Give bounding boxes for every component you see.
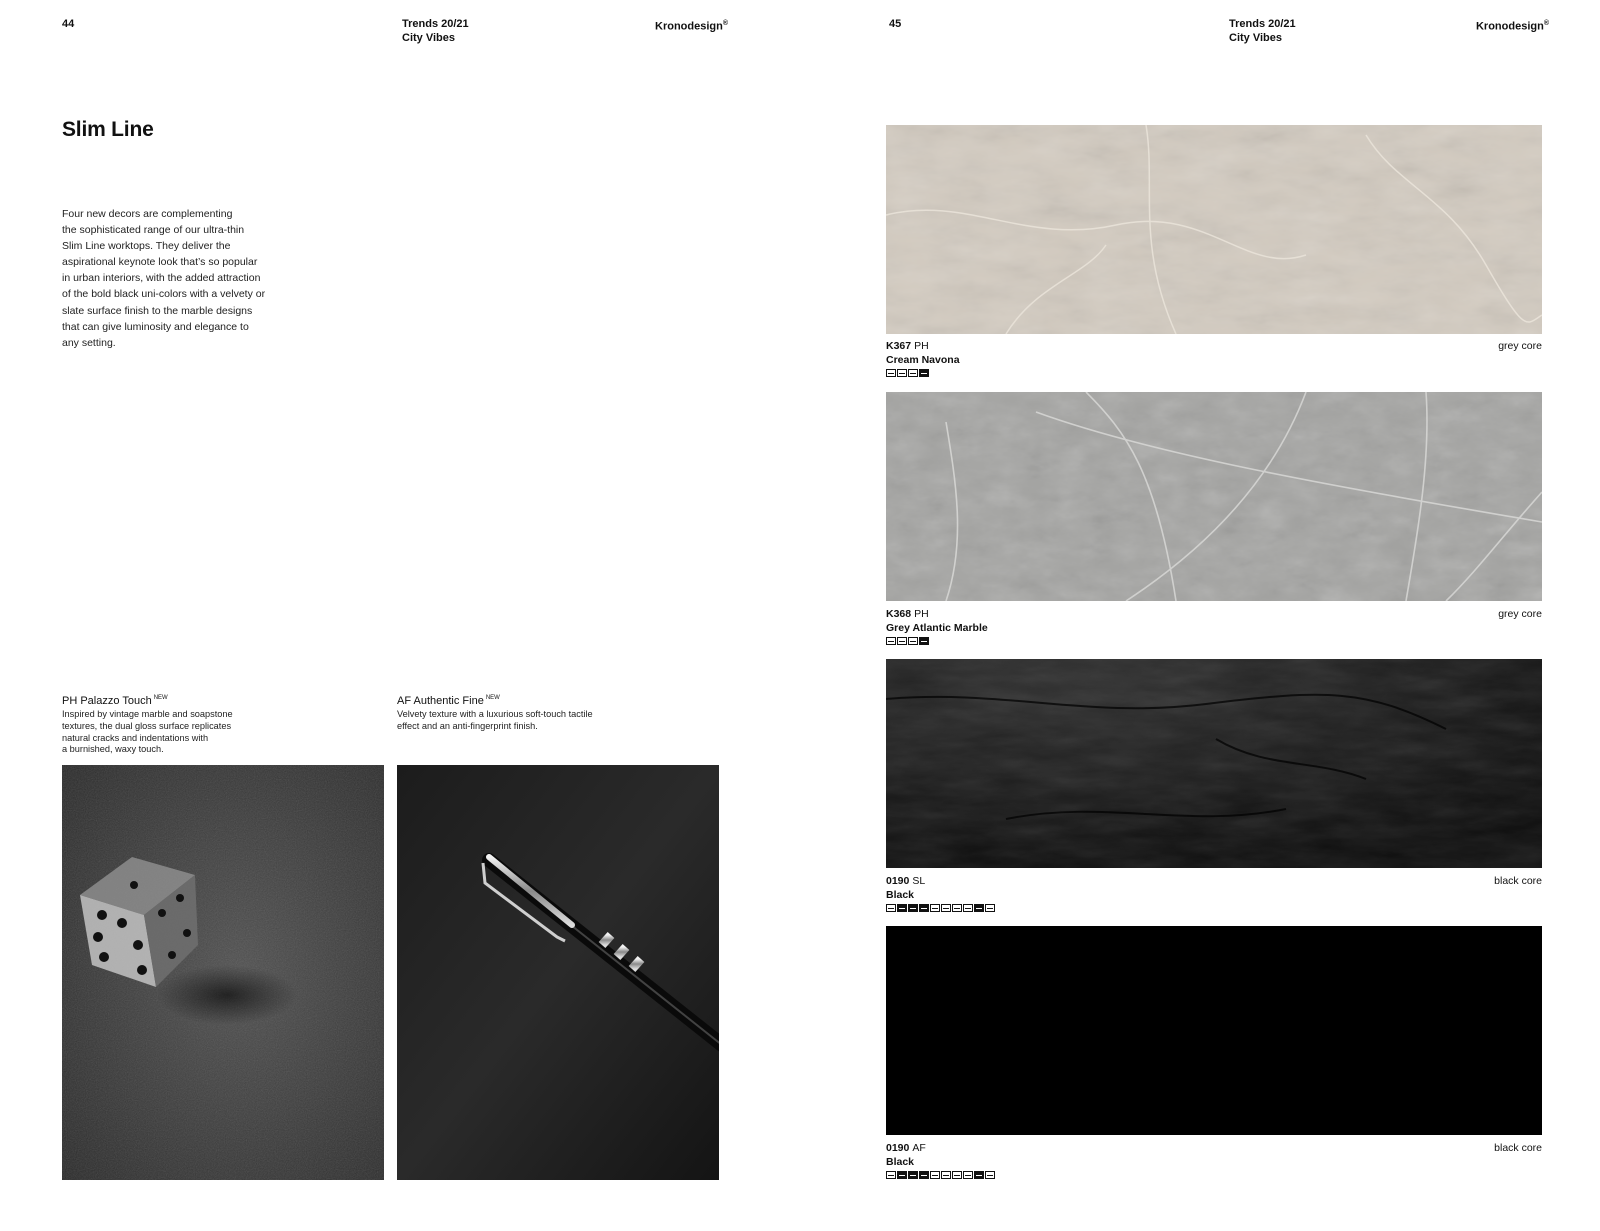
property-icon [952,904,962,912]
swatch-black-sl [886,659,1542,868]
property-icon [886,904,896,912]
decor-name: Black [886,889,915,901]
decor-code: K368 [886,608,912,620]
decor-label [886,1141,1542,1179]
property-icons [886,369,1542,377]
property-icon [908,1171,918,1179]
section-line-2: City Vibes [402,32,455,44]
decor-name: Grey Atlantic Marble [886,622,988,634]
decor-finish: PH [914,340,929,352]
property-icon [985,904,995,912]
page-number-right: 45 [889,18,902,30]
core-color: black core [1494,1142,1542,1154]
finish-title [62,691,322,708]
dice-photo [62,765,384,1180]
brand-name: Kronodesign [655,20,723,33]
property-icon [930,904,940,912]
intro-line: aspirational keynote look that’s so popular [62,256,258,269]
property-icon [908,904,918,912]
finish-caption-af [397,691,657,733]
decor-label [886,874,1542,912]
decor-code: K367 [886,340,912,352]
page-title: Slim Line [62,118,154,141]
decor-name: Cream Navona [886,354,960,366]
finish-caption-ph [62,691,322,756]
decor-finish: PH [914,608,929,620]
property-icon [974,904,984,912]
property-icon [941,904,951,912]
swatch-black-af [886,926,1542,1135]
swatch-cream-navona [886,125,1542,334]
property-icon [963,904,973,912]
property-icon [886,1171,896,1179]
new-badge: NEW [485,695,500,701]
intro-line: Slim Line worktops. They deliver the [62,240,231,253]
property-icon [941,1171,951,1179]
core-color: grey core [1498,608,1542,620]
section-header-left [402,17,469,45]
decor-label [886,607,1542,645]
property-icon [919,904,929,912]
decor-finish: SL [912,875,926,887]
decor-name: Black [886,1156,915,1168]
decor-finish: AF [912,1142,926,1154]
brand-name: Kronodesign [1475,20,1544,33]
property-icon [897,369,907,377]
property-icon [919,637,929,645]
intro-line: the sophisticated range of our ultra-thin [62,224,245,237]
new-badge: NEW [153,695,168,701]
core-color: grey core [1498,340,1542,352]
section-line-1: Trends 20/21 [1229,18,1296,30]
property-icon [963,1171,973,1179]
registered-mark: ® [722,20,729,27]
property-icon [897,904,907,912]
property-icon [985,1171,995,1179]
property-icon [919,369,929,377]
section-line-2: City Vibes [1229,32,1282,44]
property-icon [908,637,918,645]
property-icon [897,1171,907,1179]
section-header-right [1229,17,1296,45]
property-icons [886,904,1542,912]
decor-code: 0190 [886,875,910,887]
pen-photo [397,765,719,1180]
property-icon [930,1171,940,1179]
swatch-fill [886,926,1542,1135]
finish-title [397,691,657,708]
decor-code: 0190 [886,1142,910,1154]
finish-name: PH Palazzo Touch [62,695,152,707]
intro-line: of the bold black uni-colors with a velvety or [62,288,266,301]
property-icon [919,1171,929,1179]
swatch-grey-atlantic-marble [886,392,1542,601]
finish-description: Velvety texture with a luxurious soft-touch tactile effect and an anti-fingerprint finish. [397,709,593,731]
property-icon [908,369,918,377]
finish-name: AF Authentic Fine [397,695,484,707]
registered-mark: ® [1543,20,1549,27]
intro-line: in urban interiors, with the added attraction [62,272,261,285]
brand-left [655,17,728,34]
property-icons [886,637,1542,645]
core-color: black core [1494,875,1542,887]
intro-paragraph [62,206,282,351]
brand-right [1476,17,1549,34]
page-number-left: 44 [62,18,75,30]
property-icon [952,1171,962,1179]
property-icon [897,637,907,645]
intro-line: that can give luminosity and elegance to [62,320,249,333]
property-icons [886,1171,1542,1179]
intro-line: any setting. [62,336,116,349]
property-icon [974,1171,984,1179]
decor-label [886,339,1542,377]
property-icon [886,369,896,377]
section-line-1: Trends 20/21 [402,18,469,30]
intro-line: Four new decors are complementing [62,208,233,220]
intro-line: slate surface finish to the marble designs [62,304,253,317]
property-icon [886,637,896,645]
finish-description: Inspired by vintage marble and soapstone textures, the dual gloss surface replicates natural cracks and indentations with a burnished, waxy touch. [62,709,233,755]
